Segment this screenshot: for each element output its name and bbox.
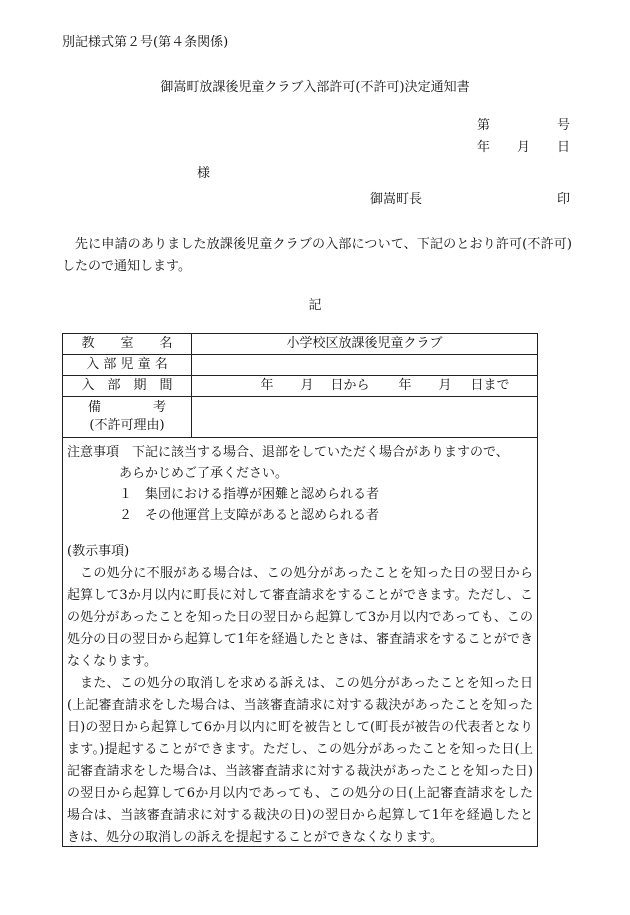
table-row [63,355,537,376]
period-value [192,376,538,397]
remarks-value [192,397,538,438]
remarks-label [63,397,192,438]
seal-mark: 印 [557,192,571,207]
form-number-label: 別記様式第２号(第４条関係) [62,35,229,50]
date-day-label: 日 [557,140,571,155]
notes-heading-continued: あらかじめご了承ください。 [119,466,289,481]
issuer-name: 御嵩町長 [370,192,423,207]
ki-heading: 記 [308,298,322,313]
period-start-year: 年 [260,378,274,393]
instruction-paragraph-1: この処分に不服がある場合は、この処分があったことを知った日の翌日から起算して3か月以内に町長に対して審査請求をすることができます。ただし、この処分があったことを知った日の翌日から起算して3か月以内であっても、この処分の日の翌日から起算して1年を経過したときは、審査請求をすることができなくなります。 [67,566,533,669]
instruction-heading: (教示事項) [67,544,130,559]
notes-heading: 注意事項 下記に該当する場合、退部をしていただく場合がありますので、 [67,445,509,460]
instruction-paragraph-2: また、この処分の取消しを求める訴えは、この処分があったことを知った日(上記審査請求をした場合は、当該審査請求に対する裁決があったことを知った日)の翌日から起算して6か月以内に町を被告として(町長が被告の代表者となります。)提起することができます。ただし、この処分があったことを知った日(上記審査請求をした場合は、当該審査請求に対する裁決があったことを知った日)の翌日から起算して6か月以内であっても、この処分の日(上記審査請求をした場合は、当該審査請求に対する裁決の日)の翌日から起算して1年を経過したときは、処分の取消しの訴えを提起することができなくなります。 [67,676,533,845]
table-row [63,397,537,438]
details-table [63,334,537,438]
date-year-label: 年 [477,140,491,155]
table-row [63,376,537,397]
table-row [63,334,537,355]
recipient-honorific: 様 [197,166,211,181]
classroom-label: 教 室 名 [63,334,192,355]
child-name-value [192,355,538,376]
remarks-label-line2: (不許可理由) [89,418,165,433]
child-name-label: 入 部 児 童 名 [63,355,192,376]
document-number-prefix: 第 [477,118,491,133]
period-start-month: 月 [300,378,314,393]
intro-paragraph: 先に申請のありました放課後児童クラブの入部について、下記のとおり許可(不許可)したので通知します。 [62,237,572,274]
instruction-section [67,541,533,849]
document-number-suffix: 号 [557,118,571,133]
date-month-label: 月 [517,140,531,155]
period-start-day: 日から [330,378,370,393]
document-title: 御嵩町放課後児童クラブ入部許可(不許可)決定通知書 [160,80,470,95]
remarks-label-line1: 備 考 [87,400,166,415]
notes-item-1: １ 集団における指導が困難と認められる者 [119,487,380,502]
notes-item-2: ２ その他運営上支障があると認められる者 [119,508,380,523]
period-end-year: 年 [398,378,412,393]
period-label: 入 部 期 間 [63,376,192,397]
period-end-month: 月 [438,378,452,393]
period-end-day: 日まで [470,378,510,393]
classroom-value: 小学校区放課後児童クラブ [192,334,538,355]
details-form-box [62,333,538,847]
